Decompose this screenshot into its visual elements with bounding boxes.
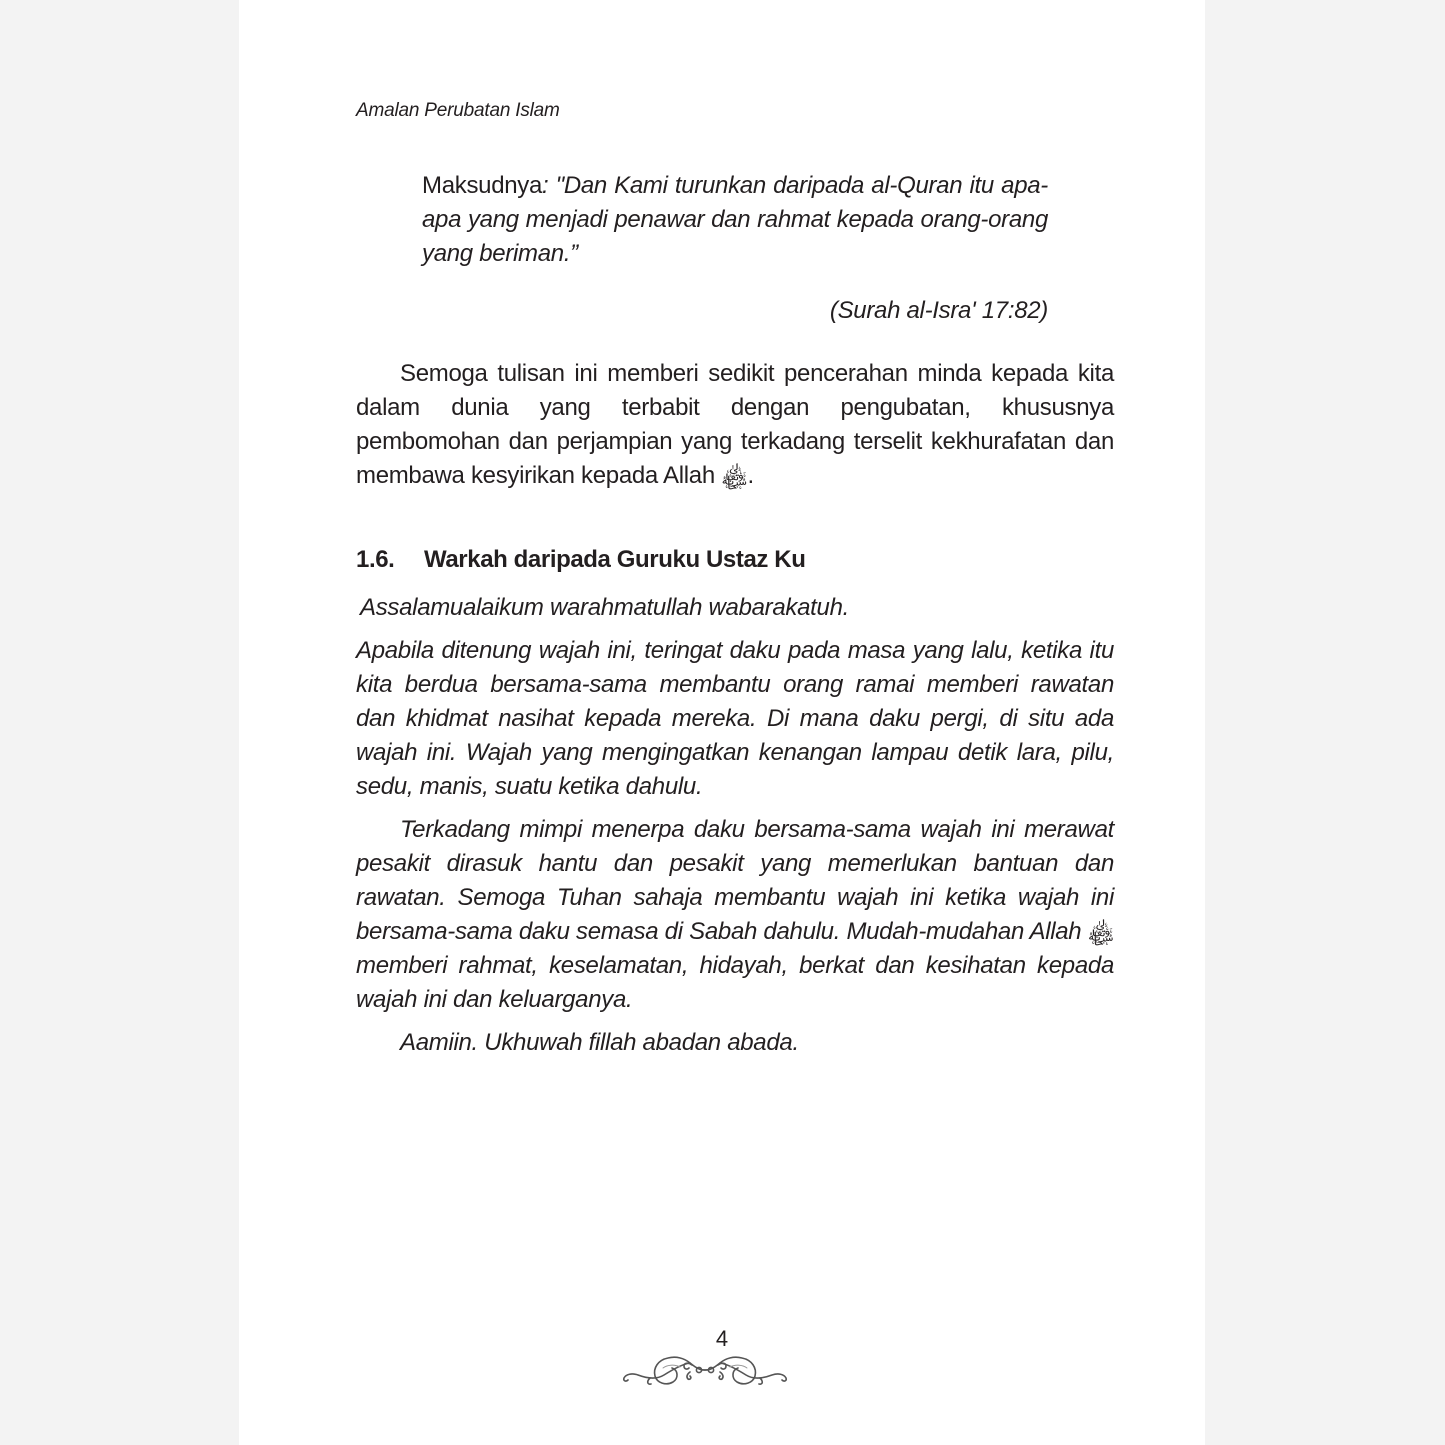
- swt-honorific-icon: ﷾: [1087, 921, 1114, 942]
- letter-paragraph-2-end: memberi rahmat, keselamatan, hidayah, berkat dan kesihatan kepada wajah ini dan keluarganya.: [356, 952, 1114, 1013]
- letter-closing: Aamiin. Ukhuwah fillah abadan abada.: [400, 1029, 799, 1056]
- section-title: Warkah daripada Guruku Ustaz Ku: [424, 546, 806, 573]
- letter-paragraph-1: Apabila ditenung wajah ini, teringat daku pada masa yang lalu, ketika itu kita berdua bersama-sama membantu orang ramai memberi rawatan dan khidmat nasihat kepada mereka. Di mana daku pergi, di situ ada wajah ini. Wajah yang mengingatkan kenangan lampau detik lara, pilu, sedu, manis, suatu ketika dahulu.: [356, 637, 1114, 800]
- quran-quote: [422, 169, 1048, 271]
- page-number: 4: [715, 1326, 729, 1351]
- quote-text: : "Dan Kami turunkan daripada al-Quran itu apa-apa yang menjadi penawar dan rahmat kepada orang-orang yang beriman.”: [422, 172, 1048, 267]
- intro-paragraph-end: .: [747, 462, 755, 489]
- intro-paragraph-text: Semoga tulisan ini memberi sedikit pencerahan minda kepada kita dalam dunia yang terbabit dengan pengubatan, khususnya pembomohan dan perjampian yang terkadang terselit kekhurafatan dan membawa kesyirikan kepada Allah: [356, 360, 1114, 489]
- letter-paragraph-2: [356, 813, 1114, 1017]
- book-page: [239, 0, 1205, 1445]
- section-number: 1.6.: [356, 546, 395, 573]
- letter-greeting: Assalamualaikum warahmatullah wabarakatuh.: [360, 594, 849, 621]
- quote-citation: (Surah al-Isra' 17:82): [829, 297, 1048, 324]
- quote-lead: Maksudnya: [422, 172, 543, 199]
- letter-paragraph-2-start: Terkadang mimpi menerpa daku bersama-sama wajah ini merawat pesakit dirasuk hantu dan pesakit yang memerlukan bantuan dan rawatan. Semoga Tuhan sahaja membantu wajah ini ketika wajah ini bersama-sama daku semasa di Sabah dahulu. Mudah-mudahan Allah: [356, 816, 1114, 945]
- intro-paragraph: [356, 357, 1114, 493]
- swt-honorific-icon: ﷾: [721, 465, 748, 486]
- running-header: Amalan Perubatan Islam: [356, 100, 560, 121]
- flourish-ornament-icon: [620, 1348, 790, 1390]
- section-heading: [356, 546, 805, 574]
